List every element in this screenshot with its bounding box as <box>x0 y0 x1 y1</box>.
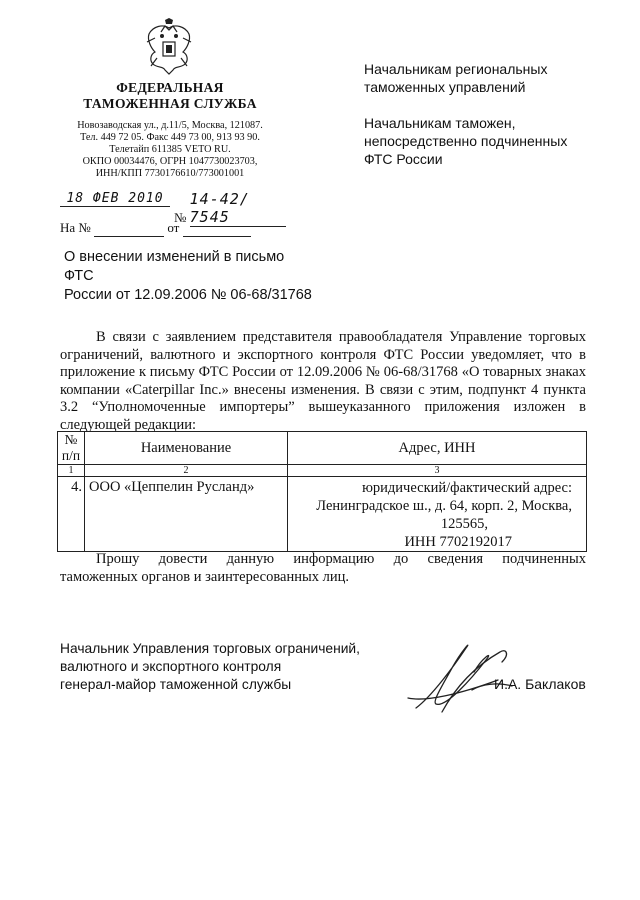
table-index-row <box>58 465 587 477</box>
address-line: юридический/фактический адрес: <box>362 480 572 496</box>
signatory-title <box>60 640 360 694</box>
table-row <box>58 477 587 552</box>
sender-address <box>50 120 290 180</box>
number-label: № <box>174 210 187 225</box>
header-address: Адрес, ИНН <box>288 432 587 465</box>
emblem-icon <box>143 18 195 76</box>
row-num: 4. <box>58 477 85 552</box>
ref-number-blank <box>94 220 164 237</box>
header-name: Наименование <box>85 432 288 465</box>
address-line: Тел. 449 72 05. Факс 449 73 00, 913 93 90. <box>80 132 260 143</box>
title-line: Начальник Управления торговых ограничений, <box>60 641 360 656</box>
org-line-2: ТАМОЖЕННАЯ СЛУЖБА <box>83 96 257 111</box>
reference-line <box>60 220 251 237</box>
addressee-block-1 <box>364 60 547 96</box>
org-line-1: ФЕДЕРАЛЬНАЯ <box>116 80 224 95</box>
letter-subject <box>64 248 314 305</box>
closing-line: Прошу довести данную информацию до сведения подчиненных <box>96 551 586 567</box>
date-field <box>60 190 170 207</box>
ref-from-label: от <box>167 220 180 235</box>
addressee-line: Начальникам региональных <box>364 61 548 77</box>
addressee-block-2 <box>364 114 567 168</box>
index-cell: 3 <box>288 465 587 477</box>
importers-table <box>57 431 587 552</box>
subject-line: О внесении изменений в письмо ФТС <box>64 249 285 284</box>
number-value: 14-42/ 7545 <box>190 190 286 227</box>
index-cell: 2 <box>85 465 288 477</box>
address-line: 125565, <box>440 516 488 532</box>
organization-name <box>60 80 280 112</box>
addressee-line: ФТС России <box>364 151 443 167</box>
signatory-name: И.А. Баклаков <box>494 676 586 692</box>
closing-paragraph <box>60 551 586 586</box>
address-line: Новозаводская ул., д.11/5, Москва, 121087. <box>77 120 263 131</box>
table-header-row <box>58 432 587 465</box>
row-name: ООО «Цеппелин Русланд» <box>85 477 288 552</box>
addressee-line: таможенных управлений <box>364 79 526 95</box>
index-cell: 1 <box>58 465 85 477</box>
address-line: ОКПО 00034476, ОГРН 1047730023703, <box>82 156 258 167</box>
row-address <box>288 477 587 552</box>
date-value: 18 ФЕВ 2010 <box>60 191 170 207</box>
closing-line: таможенных органов и заинтересованных лиц. <box>60 568 349 585</box>
subject-line: России от 12.09.2006 № 06-68/31768 <box>64 287 312 303</box>
addressee-line: непосредственно подчиненных <box>364 133 568 149</box>
address-line: ИНН/КПП 7730176610/773001001 <box>95 168 245 179</box>
ref-label: На № <box>60 220 91 235</box>
title-line: валютного и экспортного контроля <box>60 659 282 674</box>
body-paragraph: В связи с заявлением представителя правообладателя Управление торговых ограничений, валютного и экспортного контроля ФТС России уведомляет, что в приложение к письму ФТС России от 12.09.2006 № 06-68/31768 «О товарных знаках компании «Caterpillar Inc.» внесены изменения. В связи с этим, подпункт 4 пункта 3.2 “Уполномоченные импортеры” вышеуказанного приложения изложен в следующей редакции: <box>60 329 586 433</box>
title-line: генерал-майор таможенной службы <box>60 677 292 692</box>
address-line: Ленинградское ш., д. 64, корп. 2, Москва, <box>316 498 572 514</box>
ref-date-blank <box>183 220 251 237</box>
inn-line: ИНН 7702192017 <box>404 534 512 550</box>
addressee-line: Начальникам таможен, <box>364 115 516 131</box>
address-line: Телетайп 611385 VETO RU. <box>109 144 231 155</box>
header-num: № п/п <box>58 432 85 465</box>
